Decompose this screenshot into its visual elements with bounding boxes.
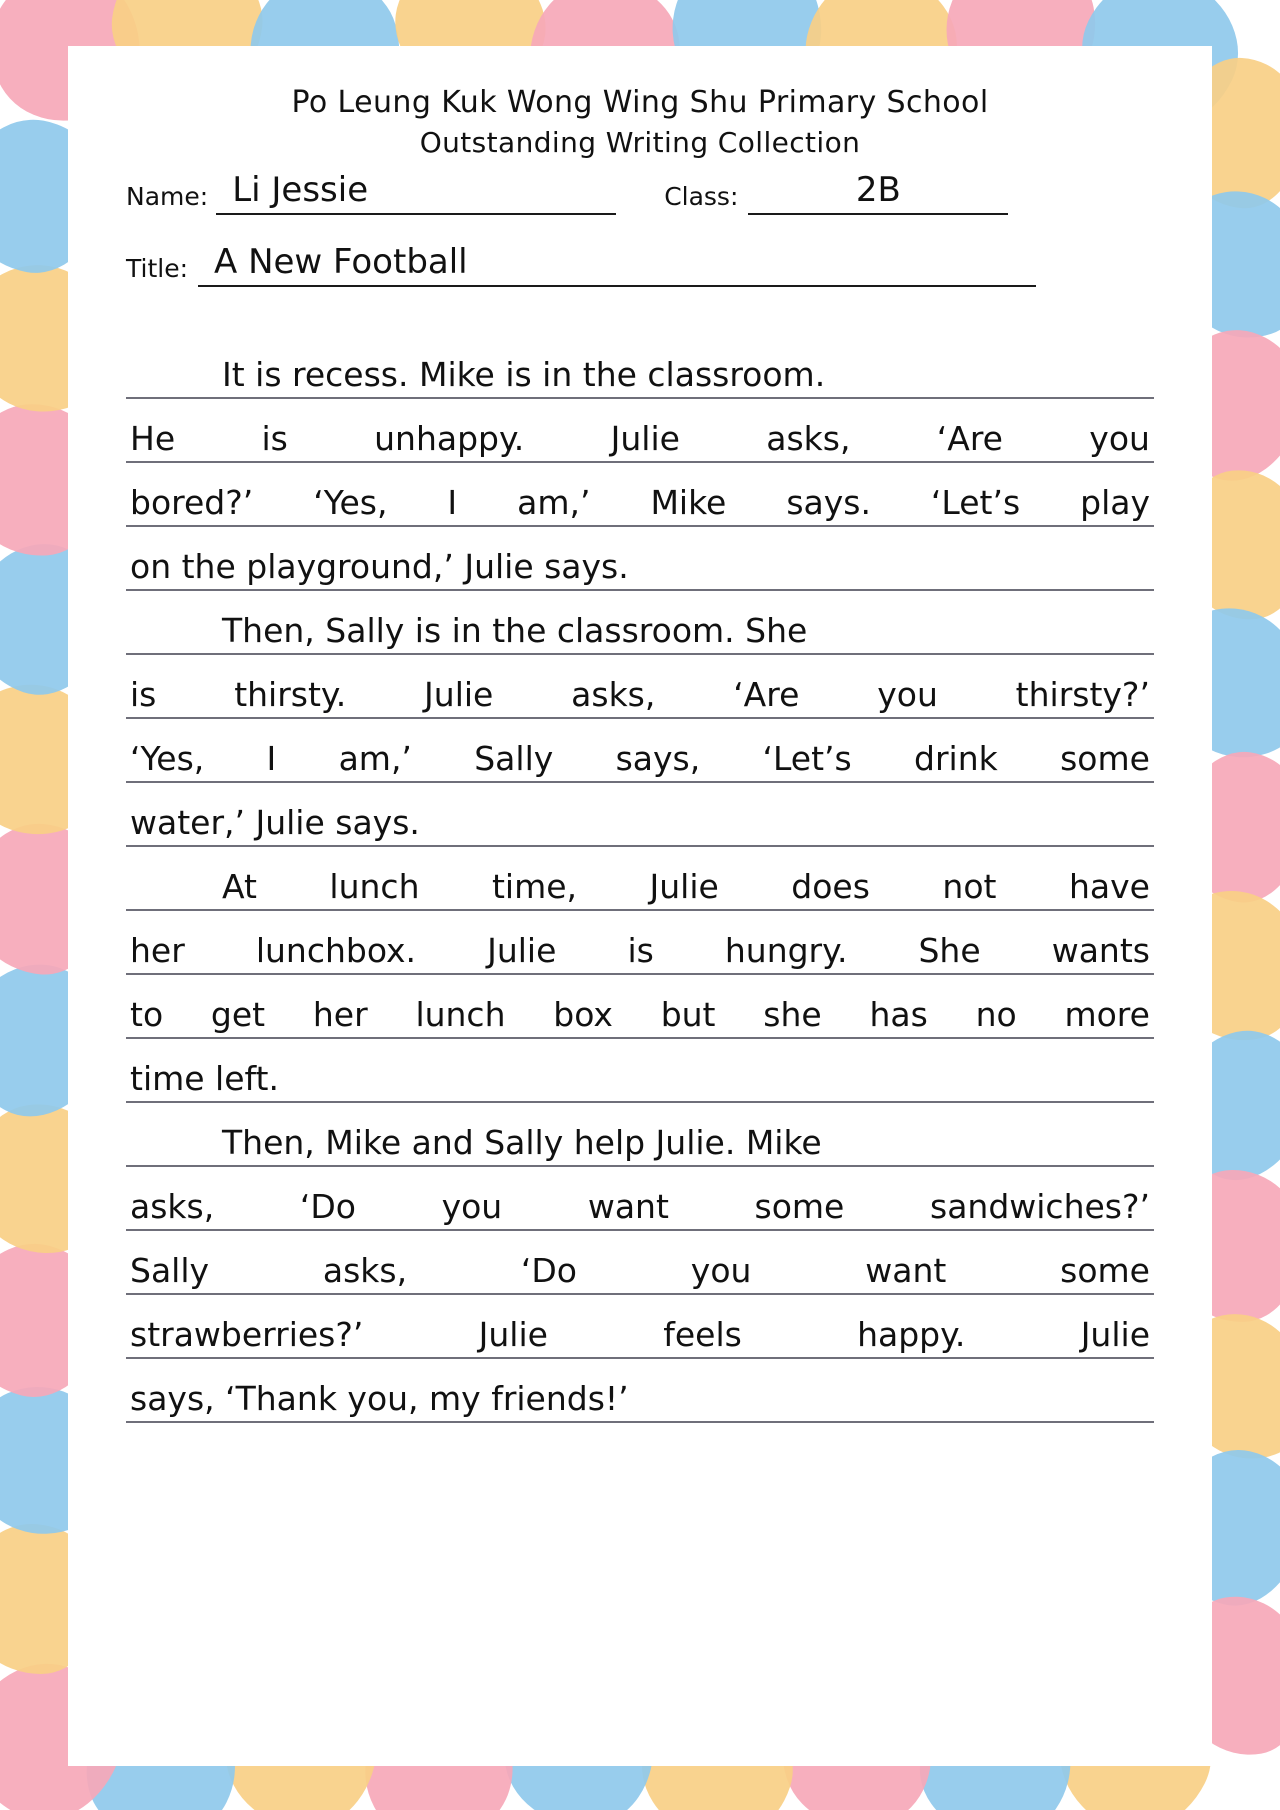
ruled-line [126,911,1154,975]
ruled-line [126,591,1154,655]
school-name: Po Leung Kuk Wong Wing Shu Primary School [291,85,989,120]
essay-word: to [130,994,164,1034]
essay-word: you [877,674,938,714]
essay-word: drink [914,738,998,778]
essay-word: He [130,418,176,458]
essay-word: asks, [130,1186,215,1226]
essay-line-text [130,738,1150,778]
ruled-line [126,1231,1154,1295]
essay-word: want [865,1250,947,1290]
essay-word: box [553,994,613,1034]
essay-word: I [266,738,277,778]
essay-line-text: time left. [130,1058,279,1098]
essay-line-text [130,994,1150,1034]
essay-word: Sally [474,738,554,778]
essay-word: Julie [649,866,719,906]
essay-line-text: on the playground,’ Julie says. [130,546,629,586]
essay-word: ‘Do [520,1250,577,1290]
ruled-line [126,463,1154,527]
essay-word: more [1064,994,1150,1034]
essay-word: is [130,674,157,714]
class-field[interactable] [748,169,1008,215]
essay-word: time, [491,866,578,906]
essay-line-text [130,1250,1150,1290]
essay-word: At [222,866,257,906]
ruled-line [126,1359,1154,1423]
essay-word: Julie [478,1314,548,1354]
essay-line-text: It is recess. Mike is in the classroom. [222,354,826,394]
ruled-line [126,399,1154,463]
essay-word: strawberries?’ [130,1314,364,1354]
name-field[interactable] [216,169,616,215]
essay-body [126,335,1154,1423]
essay-line-text [130,418,1150,458]
essay-word: am,’ [338,738,412,778]
essay-word: lunch [329,866,420,906]
ruled-line [126,335,1154,399]
class-label: Class: [664,181,739,211]
essay-line-text: Then, Sally is in the classroom. She [222,610,808,650]
essay-word: Julie [610,418,680,458]
essay-line-text [130,674,1150,714]
essay-word: some [1060,738,1150,778]
essay-word: thirsty?’ [1015,674,1150,714]
name-class-row [126,169,1154,215]
essay-word: ‘Yes, [313,482,388,522]
ruled-line [126,1103,1154,1167]
title-field[interactable] [198,241,1036,287]
essay-word: feels [663,1314,742,1354]
essay-word: does [791,866,870,906]
essay-word: unhappy. [374,418,525,458]
essay-word: asks, [766,418,851,458]
essay-word: she [763,994,822,1034]
essay-word: ‘Are [936,418,1003,458]
essay-word: is [627,930,654,970]
name-value: Li Jessie [232,169,369,210]
essay-word: Julie [487,930,557,970]
essay-word: ‘Yes, [130,738,205,778]
essay-word: you [1089,418,1150,458]
essay-line-text [130,482,1150,522]
collection-name: Outstanding Writing Collection [419,125,861,159]
ruled-line [126,847,1154,911]
essay-word: is [261,418,288,458]
essay-word: asks, [322,1250,408,1290]
essay-line-text [130,866,1150,906]
essay-word: I [447,482,458,522]
essay-line-text: Then, Mike and Sally help Julie. Mike [222,1122,822,1162]
ruled-line [126,1295,1154,1359]
essay-word: have [1068,866,1150,906]
essay-word: her [312,994,368,1034]
essay-word: you [690,1250,752,1290]
essay-word: says, [615,738,701,778]
essay-word: lunch [415,994,506,1034]
essay-word: hungry. [724,930,848,970]
essay-line-text [130,930,1150,970]
title-value: A New Football [214,241,468,282]
essay-line-text [130,1186,1150,1226]
ruled-line [126,975,1154,1039]
essay-word: says. [786,482,871,522]
essay-word: some [1060,1250,1150,1290]
ruled-line [126,527,1154,591]
essay-line-text [130,1314,1150,1354]
essay-word: get [210,994,266,1034]
essay-word: thirsty. [234,674,347,714]
essay-word: but [660,994,716,1034]
essay-word: play [1080,482,1150,522]
essay-word: Julie [424,674,494,714]
essay-word: want [587,1186,669,1226]
essay-word: her [130,930,185,970]
essay-word: has [869,994,928,1034]
essay-word: Julie [1080,1314,1150,1354]
essay-word: asks, [571,674,656,714]
writing-sheet [68,46,1212,1766]
essay-word: am,’ [517,482,591,522]
essay-word: ‘Do [299,1186,356,1226]
ruled-line [126,783,1154,847]
ruled-line [126,1167,1154,1231]
essay-word: ‘Let’s [762,738,852,778]
essay-word: wants [1051,930,1150,970]
essay-word: no [975,994,1017,1034]
essay-line-text: says, ‘Thank you, my friends!’ [130,1378,629,1418]
ruled-line [126,719,1154,783]
essay-word: not [942,866,997,906]
name-label: Name: [126,181,209,211]
essay-word: ‘Let’s [930,482,1021,522]
essay-word: you [441,1186,503,1226]
essay-word: sandwiches?’ [930,1186,1150,1226]
essay-word: lunchbox. [255,930,417,970]
essay-word: happy. [857,1314,966,1354]
essay-word: Mike [650,482,727,522]
essay-word: She [918,930,981,970]
ruled-line [126,1039,1154,1103]
essay-line-text: water,’ Julie says. [130,802,420,842]
essay-word: some [754,1186,845,1226]
class-value: 2B [855,169,901,210]
essay-word: Sally [130,1250,210,1290]
ruled-line [126,655,1154,719]
essay-word: ‘Are [733,674,800,714]
title-row [126,241,1154,287]
essay-word: bored?’ [130,482,254,522]
title-label: Title: [126,253,188,283]
